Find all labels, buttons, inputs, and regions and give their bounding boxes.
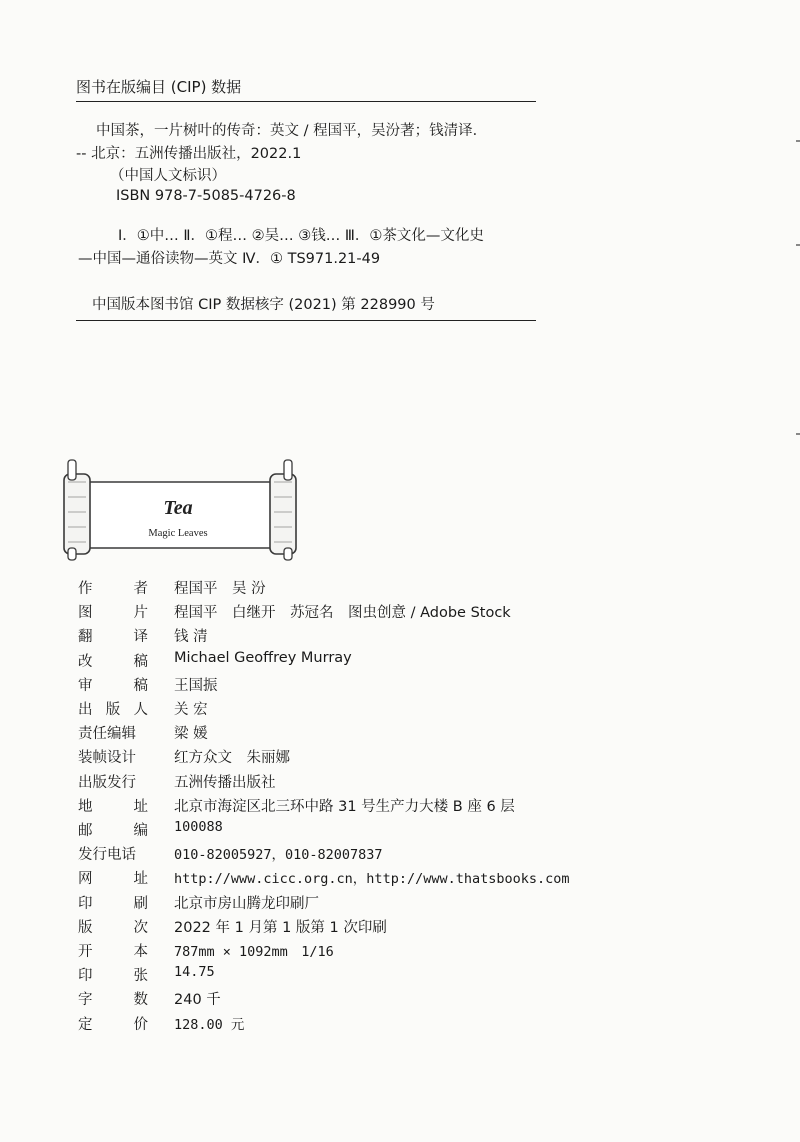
detail-value: 128.00 元 xyxy=(174,1016,245,1033)
cip-classification-line-2: —中国—通俗读物—英文 Ⅳ．① TS971.21-49 xyxy=(78,251,381,267)
detail-label: 印 刷 xyxy=(78,895,148,912)
cip-classification-line-1: Ⅰ．①中… Ⅱ．①程… ②吴… ③钱… Ⅲ．①茶文化—文化史 xyxy=(118,228,484,244)
detail-value: 787mm × 1092mm 1/16 xyxy=(174,944,334,960)
detail-value: 王国振 xyxy=(174,677,218,694)
detail-value: 14.75 xyxy=(174,964,215,981)
detail-label: 装帧设计 xyxy=(78,750,136,767)
detail-label: 发行电话 xyxy=(78,847,136,864)
detail-value: 红方众文 朱丽娜 xyxy=(174,750,290,767)
detail-value: 梁 媛 xyxy=(174,726,208,743)
detail-label: 审 稿 xyxy=(78,677,148,694)
detail-value: 程国平 吴 汾 xyxy=(174,581,266,597)
detail-label: 出 版 人 xyxy=(78,702,148,718)
cip-title-line: 中国茶，一片树叶的传奇：英文 / 程国平，吴汾著；钱清译． xyxy=(96,123,488,139)
scan-edge-mark xyxy=(796,244,800,246)
detail-label: 版 次 xyxy=(78,919,148,936)
cip-top-rule xyxy=(76,101,536,102)
detail-label: 作 者 xyxy=(78,581,148,597)
detail-label: 图 片 xyxy=(78,605,148,622)
detail-value: 钱 清 xyxy=(174,629,208,646)
scan-edge-mark xyxy=(796,140,800,142)
detail-value[interactable]: http://www.cicc.org.cn，http://www.thatsbooks.com xyxy=(174,871,570,888)
scroll-banner-icon xyxy=(58,452,308,562)
detail-label: 责任编辑 xyxy=(78,726,136,743)
detail-label: 开 本 xyxy=(78,944,148,960)
detail-label: 翻 译 xyxy=(78,629,148,646)
detail-value: 2022 年 1 月第 1 版第 1 次印刷 xyxy=(174,919,387,936)
series-logo xyxy=(58,452,308,562)
detail-value: 关 宏 xyxy=(174,702,208,718)
cip-series-line: （中国人文标识） xyxy=(110,168,226,184)
detail-value: 240 千 xyxy=(174,992,221,1009)
detail-value: 010-82005927，010-82007837 xyxy=(174,847,383,864)
detail-label: 定 价 xyxy=(78,1016,148,1033)
detail-label: 改 稿 xyxy=(78,653,148,670)
cip-publisher-line: -- 北京：五洲传播出版社，2022.1 xyxy=(76,146,302,162)
detail-label: 邮 编 xyxy=(78,823,148,839)
detail-label: 字 数 xyxy=(78,992,148,1009)
detail-value: 程国平 白继开 苏冠名 图虫创意 / Adobe Stock xyxy=(174,605,511,622)
logo-title: Tea xyxy=(163,497,193,519)
detail-label: 印 张 xyxy=(78,968,148,985)
cip-isbn-line: ISBN 978-7-5085-4726-8 xyxy=(116,188,296,204)
logo-subtitle: Magic Leaves xyxy=(148,528,208,539)
cip-record-number: 中国版本图书馆 CIP 数据核字 (2021) 第 228990 号 xyxy=(92,297,435,313)
detail-label: 地 址 xyxy=(78,798,148,815)
scan-edge-mark xyxy=(796,433,800,435)
detail-value: 北京市海淀区北三环中路 31 号生产力大楼 B 座 6 层 xyxy=(174,798,515,815)
detail-value: 五洲传播出版社 xyxy=(174,774,276,791)
cip-header: 图书在版编目 (CIP) 数据 xyxy=(76,78,242,96)
detail-value: 北京市房山腾龙印刷厂 xyxy=(174,895,319,912)
cip-bottom-rule xyxy=(76,320,536,321)
detail-label: 网 址 xyxy=(78,871,148,888)
detail-value: 100088 xyxy=(174,819,223,835)
detail-value: Michael Geoffrey Murray xyxy=(174,649,352,666)
detail-label: 出版发行 xyxy=(78,774,136,791)
